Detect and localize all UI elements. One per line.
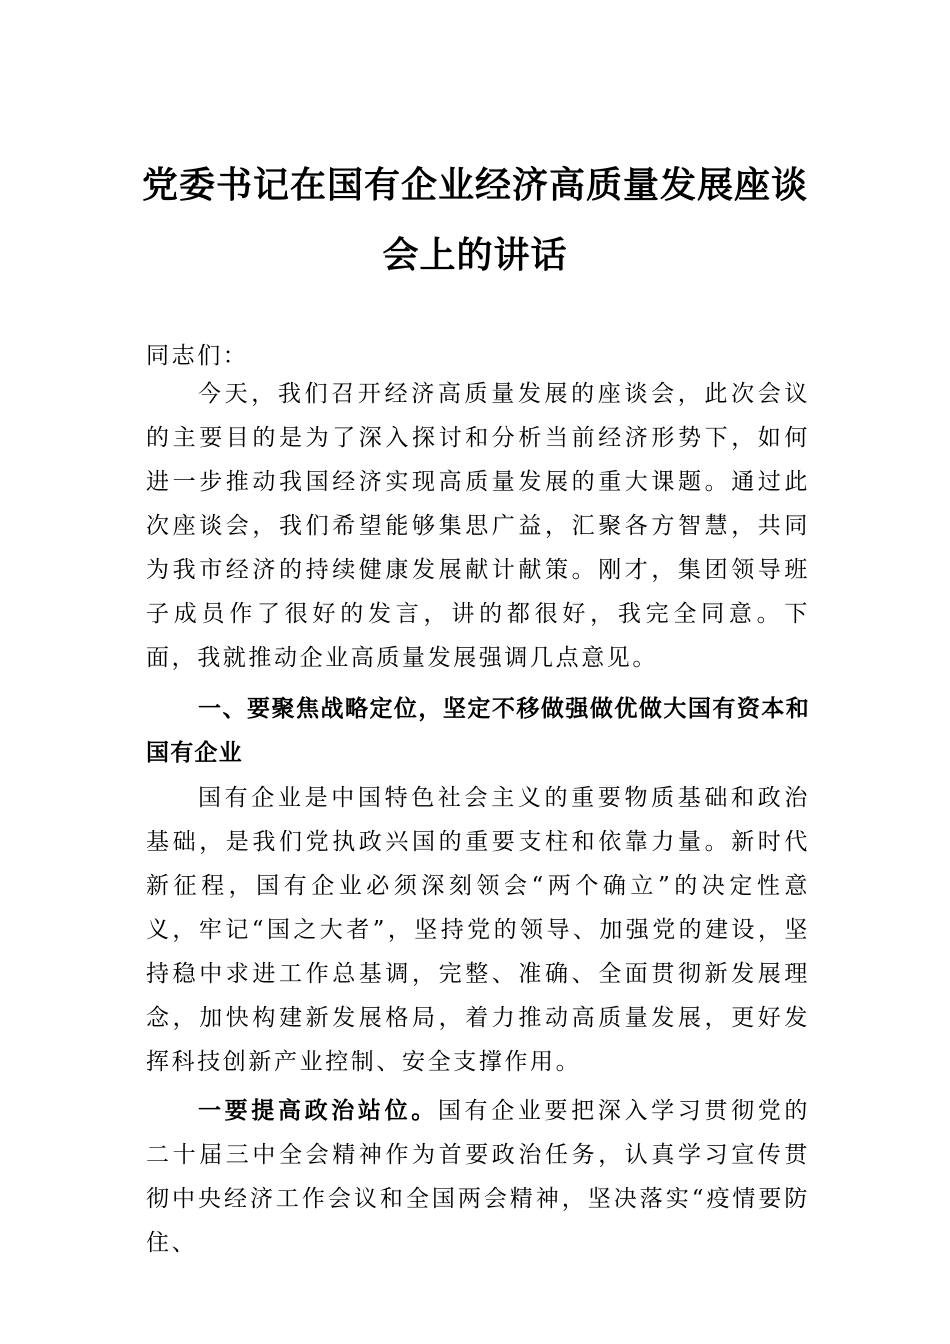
document-title-line1: 党委书记在国有企业经济高质量发展座谈 — [141, 164, 808, 206]
paragraph-body-text: 国有企业要把深入学习贯彻党的二十届三中全会精神作为首要政治任务，认真学习宣传贯彻中央经济工作会议和全国两会精神，坚决落实“疫情要防住、 — [146, 1098, 810, 1256]
greeting: 同志们： — [146, 343, 249, 369]
paragraph-lead-phrase: 一要提高政治站位。 — [198, 1097, 438, 1124]
paragraph-political-stance — [146, 1089, 810, 1265]
section-heading-1: 一、要聚焦战略定位，坚定不移做强做优做大国有资本和国有企业 — [146, 696, 810, 766]
document-title-line2: 会上的讲话 — [382, 234, 568, 276]
paragraph-intro: 今天，我们召开经济高质量发展的座谈会，此次会议的主要目的是为了深入探讨和分析当前经济形势下，如何进一步推动我国经济实现高质量发展的重大课题。通过此次座谈会，我们希望能够集思广益，汇聚各方智慧，共同为我市经济的持续健康发展献计献策。刚才，集团领导班子成员作了很好的发言，讲的都很好，我完全同意。下面，我就推动企业高质量发展强调几点意见。 — [146, 381, 810, 671]
paragraph-state-enterprises: 国有企业是中国特色社会主义的重要物质基础和政治基础，是我们党执政兴国的重要支柱和依靠力量。新时代新征程，国有企业必须深刻领会“两个确立”的决定性意义，牢记“国之大者”，坚持党的领导、加强党的建设，坚持稳中求进工作总基调，完整、准确、全面贯彻新发展理念，加快构建新发展格局，着力推动高质量发展，更好发挥科技创新产业控制、安全支撑作用。 — [146, 785, 810, 1075]
